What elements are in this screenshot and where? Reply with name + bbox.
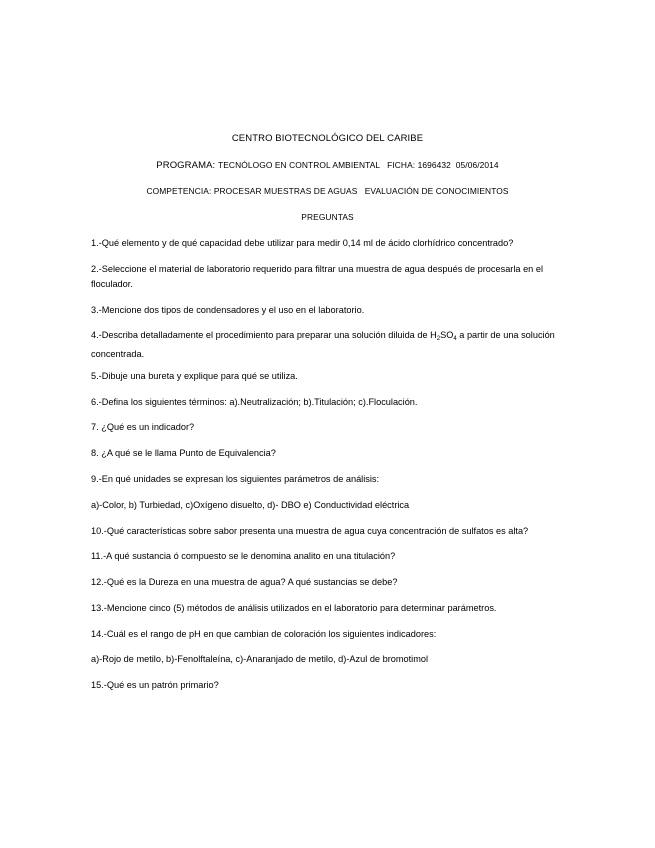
question-3: 3.-Mencione dos tipos de condensadores y el uso en el laboratorio. — [91, 305, 365, 315]
question-13: 13.-Mencione cinco (5) métodos de análisis utilizados en el laboratorio para determinar parámetros. — [91, 603, 497, 613]
question-4-sub-4: 4 — [453, 336, 457, 342]
question-4-sub-2: 2 — [436, 336, 441, 342]
question-9: 9.-En qué unidades se expresan los siguientes parámetros de análisis: — [91, 474, 380, 484]
question-12: 12.-Qué es la Dureza en una muestra de agua? A qué sustancias se debe? — [91, 577, 398, 587]
programa-value: TECNÓLOGO EN CONTROL AMBIENTAL FICHA: 1696432 05/06/2014 — [218, 160, 499, 170]
question-10: 10.-Qué características sobre sabor presenta una muestra de agua cuya concentración de sulfatos es alta? — [91, 526, 529, 536]
question-1: 1.-Qué elemento y de qué capacidad debe utilizar para medir 0,14 ml de ácido clorhídrico concentrado? — [91, 238, 514, 248]
question-5: 5.-Dibuje una bureta y explique para qué se utiliza. — [91, 371, 298, 381]
question-4 — [91, 328, 561, 362]
question-14: 14.-Cuál es el rango de pH en que cambian de coloración los siguientes indicadores: — [91, 629, 437, 639]
question-11: 11.-A qué sustancia ó compuesto se le denomina analito en una titulación? — [91, 551, 396, 561]
programa-label: PROGRAMA: — [156, 160, 216, 171]
question-4-text: 4.-Describa detalladamente el procedimiento para preparar una solución diluida de H — [91, 330, 437, 340]
question-7: 7. ¿Qué es un indicador? — [91, 422, 195, 432]
question-4-rest: a partir de una solución concentrada. — [91, 330, 555, 359]
institution-title: CENTRO BIOTECNOLÓGICO DEL CARIBE — [231, 133, 424, 144]
question-9-parameters: a)-Color, b) Turbiedad, c)Oxígeno disuelto, d)- DBO e) Conductividad eléctrica — [91, 500, 410, 510]
question-15: 15.-Qué es un patrón primario? — [91, 680, 219, 690]
section-title: PREGUNTAS — [301, 212, 354, 222]
question-6: 6.-Defina los siguientes términos: a).Neutralización; b).Titulación; c).Floculación. — [91, 397, 418, 407]
question-4-formula: SO — [440, 330, 454, 340]
programa-line — [0, 160, 655, 171]
question-8: 8. ¿A qué se le llama Punto de Equivalencia? — [91, 448, 276, 458]
competencia-line: COMPETENCIA: PROCESAR MUESTRAS DE AGUAS EVALUACIÓN DE CONOCIMIENTOS — [146, 186, 509, 196]
question-2: 2.-Seleccione el material de laboratorio requerido para filtrar una muestra de agua después de procesarla en el floculador. — [91, 264, 543, 289]
question-14-indicators: a)-Rojo de metilo, b)-Fenolftaleína, c)-Anaranjado de metilo, d)-Azul de bromotimol — [91, 654, 429, 664]
